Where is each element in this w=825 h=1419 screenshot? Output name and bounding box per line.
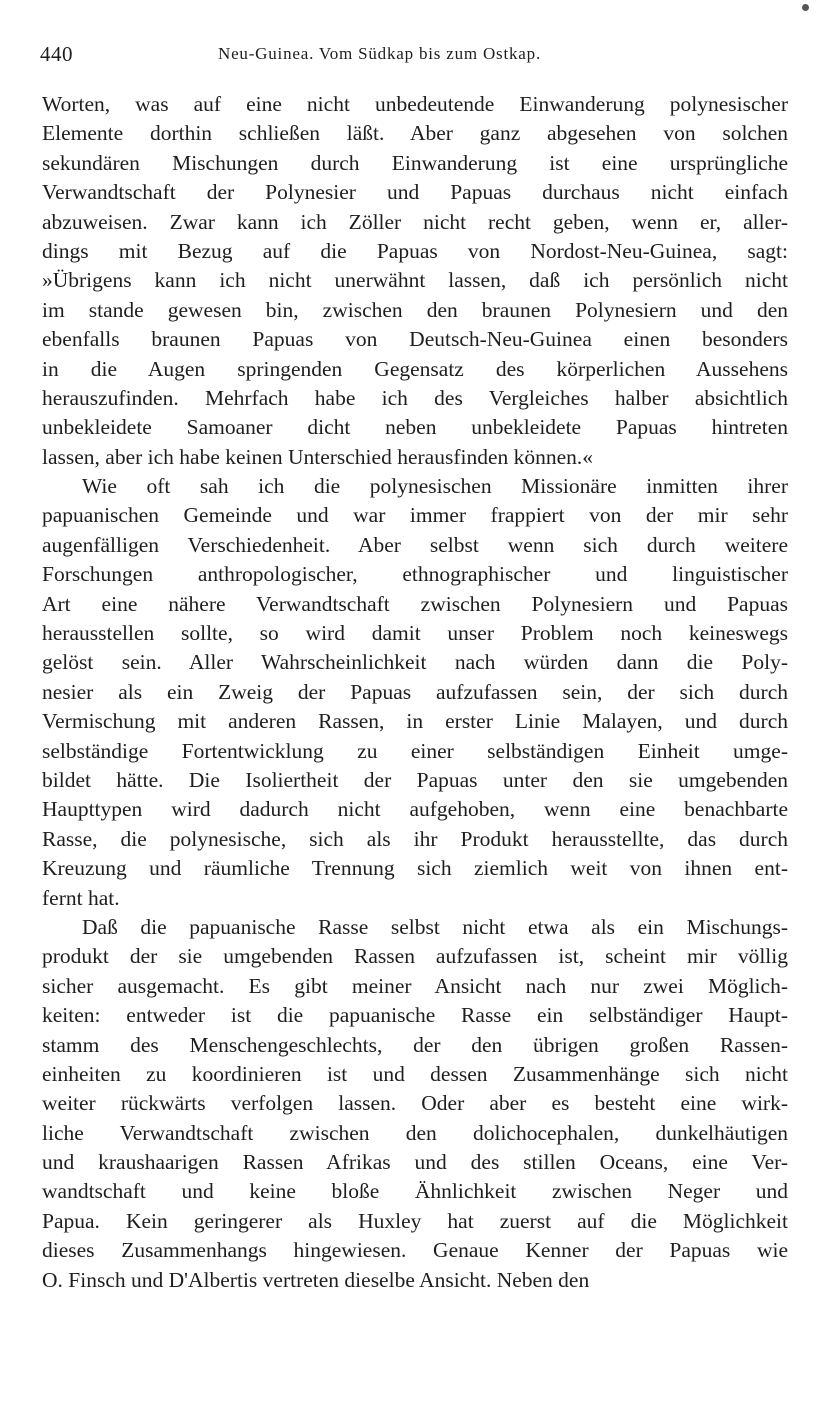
text-line: im stande gewesen bin, zwischen den braunen Polynesiern und den — [42, 297, 788, 322]
text-line: weiter rückwärts verfolgen lassen. Oder aber es besteht eine wirk- — [42, 1091, 788, 1116]
page-header — [40, 42, 790, 72]
text-line: Rasse, die polynesische, sich als ihr Produkt herausstellte, das durch — [42, 826, 788, 851]
text-line: sicher ausgemacht. Es gibt meiner Ansicht nach nur zwei Möglich- — [42, 973, 788, 998]
text-line: augenfälligen Verschiedenheit. Aber selbst wenn sich durch weitere — [42, 532, 788, 557]
text-line: liche Verwandtschaft zwischen den dolichocephalen, dunkelhäutigen — [42, 1120, 788, 1145]
text-line: papuanischen Gemeinde und war immer frappiert von der mir sehr — [42, 503, 788, 528]
page-number: 440 — [40, 42, 73, 66]
body-text — [42, 90, 788, 1295]
text-line: sekundären Mischungen durch Einwanderung ist eine ursprüngliche — [42, 150, 788, 175]
running-head: Neu-Guinea. Vom Südkap bis zum Ostkap. — [218, 44, 541, 63]
text-line: Worten, was auf eine nicht unbedeutende Einwanderung polynesischer — [42, 92, 788, 116]
text-line: bildet hätte. Die Isoliertheit der Papuas unter den sie umgebenden — [42, 767, 788, 792]
text-line: Kreuzung und räumliche Trennung sich ziemlich weit von ihnen ent- — [42, 856, 788, 881]
text-line: Vermischung mit anderen Rassen, in erster Linie Malayen, und durch — [42, 709, 788, 734]
text-line: herausstellen sollte, so wird damit unser Problem noch keineswegs — [42, 621, 788, 646]
text-line: Haupttypen wird dadurch nicht aufgehoben, wenn eine benachbarte — [42, 797, 788, 822]
text-line: stamm des Menschengeschlechts, der den übrigen großen Rassen- — [42, 1032, 788, 1057]
text-line: herauszufinden. Mehrfach habe ich des Vergleiches halber absichtlich — [42, 385, 788, 410]
text-line: dings mit Bezug auf die Papuas von Nordost-Neu-Guinea, sagt: — [42, 238, 788, 263]
text-line: dieses Zusammenhangs hingewiesen. Genaue Kenner der Papuas wie — [42, 1238, 788, 1263]
text-line: Forschungen anthropologischer, ethnographischer und linguistischer — [42, 562, 788, 587]
text-line: O. Finsch und D'Albertis vertreten dieselbe Ansicht. Neben den — [42, 1267, 590, 1292]
text-line: gelöst sein. Aller Wahrscheinlichkeit nach würden dann die Poly- — [42, 650, 788, 675]
text-line: keiten: entweder ist die papuanische Rasse ein selbständiger Haupt- — [42, 1003, 788, 1028]
text-line: lassen, aber ich habe keinen Unterschied herausfinden können.« — [42, 444, 594, 469]
paragraph — [42, 90, 788, 472]
print-speck — [802, 4, 809, 11]
text-line: wandtschaft und keine bloße Ähnlichkeit zwischen Neger und — [42, 1179, 788, 1204]
text-line: Verwandtschaft der Polynesier und Papuas durchaus nicht einfach — [42, 180, 788, 205]
paragraph — [42, 472, 788, 913]
text-line: Daß die papuanische Rasse selbst nicht etwa als ein Mischungs- — [82, 914, 788, 939]
text-line: Elemente dorthin schließen läßt. Aber ganz abgesehen von solchen — [42, 121, 788, 146]
text-line: selbständige Fortentwicklung zu einer selbständigen Einheit umge- — [42, 738, 788, 763]
text-line: fernt hat. — [42, 885, 120, 910]
text-line: Wie oft sah ich die polynesischen Missionäre inmitten ihrer — [82, 474, 788, 499]
text-line: einheiten zu koordinieren ist und dessen Zusammenhänge sich nicht — [42, 1061, 788, 1086]
text-line: unbekleidete Samoaner dicht neben unbekleidete Papuas hintreten — [42, 415, 788, 440]
text-line: Art eine nähere Verwandtschaft zwischen Polynesiern und Papuas — [42, 591, 788, 616]
text-line: »Übrigens kann ich nicht unerwähnt lassen, daß ich persönlich nicht — [42, 268, 788, 293]
text-line: und kraushaarigen Rassen Afrikas und des stillen Oceans, eine Ver- — [42, 1150, 788, 1175]
text-line: in die Augen springenden Gegensatz des körperlichen Aussehens — [42, 356, 788, 381]
text-line: Papua. Kein geringerer als Huxley hat zuerst auf die Möglichkeit — [42, 1208, 788, 1233]
text-line: ebenfalls braunen Papuas von Deutsch-Neu-Guinea einen besonders — [42, 327, 788, 352]
text-line: produkt der sie umgebenden Rassen aufzufassen ist, scheint mir völlig — [42, 944, 788, 969]
text-line: abzuweisen. Zwar kann ich Zöller nicht recht geben, wenn er, aller- — [42, 209, 788, 234]
paragraph — [42, 913, 788, 1295]
text-line: nesier als ein Zweig der Papuas aufzufassen sein, der sich durch — [42, 679, 788, 704]
